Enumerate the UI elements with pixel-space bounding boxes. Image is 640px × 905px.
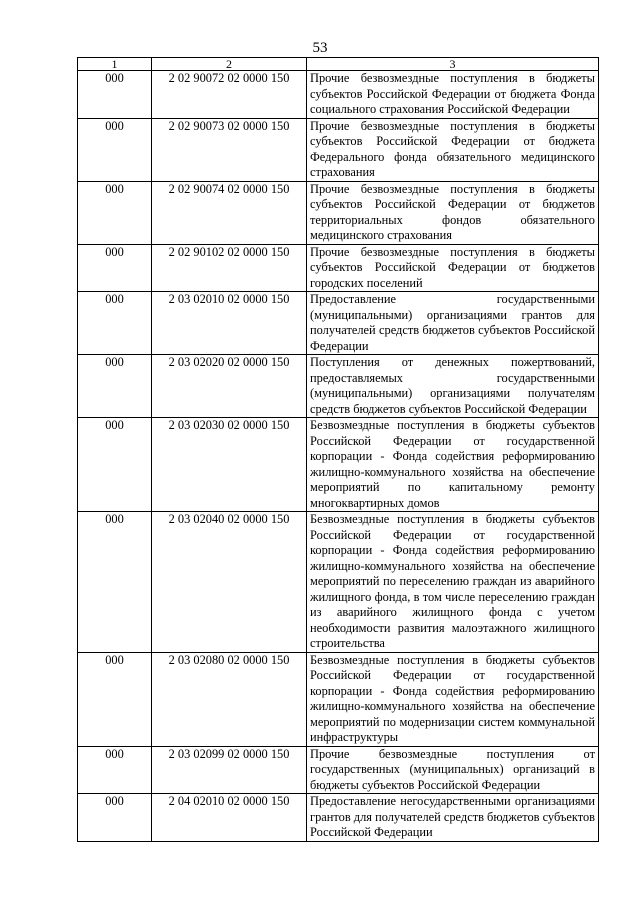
admin-code-cell: 000 bbox=[78, 652, 152, 746]
description-cell: Безвозмездные поступления в бюджеты субъектов Российской Федерации от государственной корпорации - Фонда содействия реформированию жилищно-коммунального хозяйства на обеспечение мероприятий по модернизации систем коммунальной инфраструктуры bbox=[307, 652, 599, 746]
revenue-code-cell: 2 02 90102 02 0000 150 bbox=[152, 244, 307, 292]
table-row bbox=[78, 746, 599, 794]
budget-codes-table bbox=[77, 57, 599, 842]
table-row bbox=[78, 512, 599, 653]
table-row bbox=[78, 244, 599, 292]
revenue-code-cell: 2 02 90072 02 0000 150 bbox=[152, 71, 307, 119]
table-row bbox=[78, 181, 599, 244]
revenue-code-cell: 2 03 02040 02 0000 150 bbox=[152, 512, 307, 653]
admin-code-cell: 000 bbox=[78, 418, 152, 512]
description-cell: Предоставление государственными (муниципальными) организациями грантов для получателей средств бюджетов субъектов Российской Федерации bbox=[307, 292, 599, 355]
description-cell: Поступления от денежных пожертвований, предоставляемых государственными (муниципальными) организациями получателям средств бюджетов субъектов Российской Федерации bbox=[307, 355, 599, 418]
description-cell: Предоставление негосударственными организациями грантов для получателей средств бюджетов субъектов Российской Федерации bbox=[307, 794, 599, 842]
table-row bbox=[78, 355, 599, 418]
admin-code-cell: 000 bbox=[78, 181, 152, 244]
admin-code-cell: 000 bbox=[78, 292, 152, 355]
admin-code-cell: 000 bbox=[78, 355, 152, 418]
table-row bbox=[78, 71, 599, 119]
header-col-1: 1 bbox=[78, 58, 152, 71]
description-cell: Прочие безвозмездные поступления в бюджеты субъектов Российской Федерации от бюджета Фонда социального страхования Российской Федерации bbox=[307, 71, 599, 119]
admin-code-cell: 000 bbox=[78, 118, 152, 181]
table-row bbox=[78, 794, 599, 842]
admin-code-cell: 000 bbox=[78, 794, 152, 842]
admin-code-cell: 000 bbox=[78, 244, 152, 292]
admin-code-cell: 000 bbox=[78, 746, 152, 794]
page-number: 53 bbox=[312, 40, 328, 56]
revenue-code-cell: 2 03 02020 02 0000 150 bbox=[152, 355, 307, 418]
table-row bbox=[78, 118, 599, 181]
revenue-code-cell: 2 03 02030 02 0000 150 bbox=[152, 418, 307, 512]
revenue-code-cell: 2 03 02080 02 0000 150 bbox=[152, 652, 307, 746]
description-cell: Прочие безвозмездные поступления в бюджеты субъектов Российской Федерации от бюджетов территориальных фондов обязательного медицинского страхования bbox=[307, 181, 599, 244]
revenue-code-cell: 2 03 02099 02 0000 150 bbox=[152, 746, 307, 794]
revenue-code-cell: 2 02 90073 02 0000 150 bbox=[152, 118, 307, 181]
admin-code-cell: 000 bbox=[78, 71, 152, 119]
table-row bbox=[78, 652, 599, 746]
header-col-3: 3 bbox=[307, 58, 599, 71]
description-cell: Прочие безвозмездные поступления от государственных (муниципальных) организаций в бюджеты субъектов Российской Федерации bbox=[307, 746, 599, 794]
table-row bbox=[78, 292, 599, 355]
table-row bbox=[78, 418, 599, 512]
description-cell: Безвозмездные поступления в бюджеты субъектов Российской Федерации от государственной корпорации - Фонда содействия реформированию жилищно-коммунального хозяйства на обеспечение мероприятий по капитальному ремонту многоквартирных домов bbox=[307, 418, 599, 512]
table-header-row bbox=[78, 58, 599, 71]
description-cell: Прочие безвозмездные поступления в бюджеты субъектов Российской Федерации от бюджетов городских поселений bbox=[307, 244, 599, 292]
description-cell: Безвозмездные поступления в бюджеты субъектов Российской Федерации от государственной корпорации - Фонда содействия реформированию жилищно-коммунального хозяйства на обеспечение мероприятий по переселению граждан из аварийного жилищного фонда, в том числе переселению граждан из аварийного жилищного фонда с учетом необходимости развития малоэтажного жилищного строительства bbox=[307, 512, 599, 653]
revenue-code-cell: 2 04 02010 02 0000 150 bbox=[152, 794, 307, 842]
revenue-code-cell: 2 03 02010 02 0000 150 bbox=[152, 292, 307, 355]
description-cell: Прочие безвозмездные поступления в бюджеты субъектов Российской Федерации от бюджета Федерального фонда обязательного медицинского страхования bbox=[307, 118, 599, 181]
admin-code-cell: 000 bbox=[78, 512, 152, 653]
revenue-code-cell: 2 02 90074 02 0000 150 bbox=[152, 181, 307, 244]
header-col-2: 2 bbox=[152, 58, 307, 71]
